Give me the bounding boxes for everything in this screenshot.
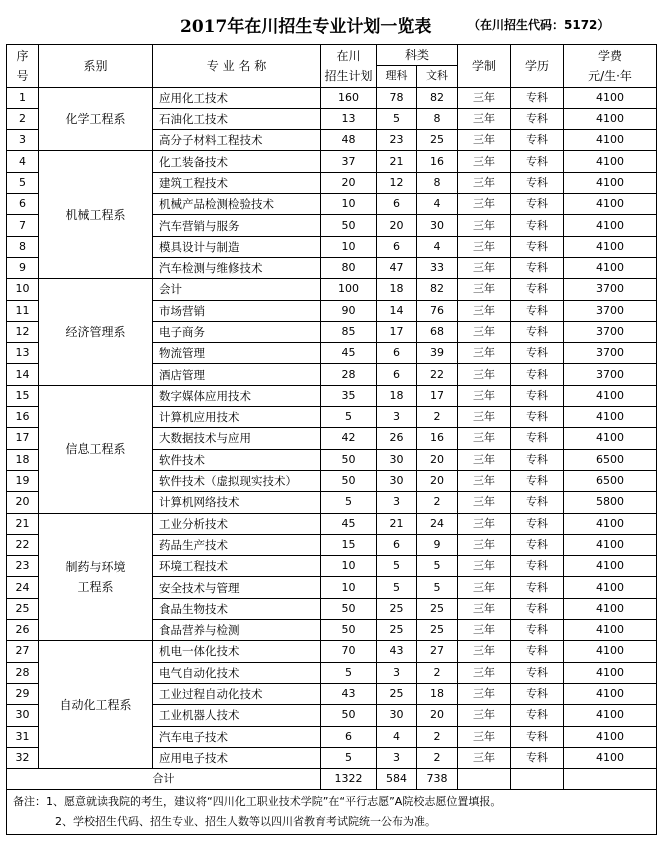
- cell-duration: 三年: [458, 300, 511, 321]
- cell-fee: 4100: [564, 683, 657, 704]
- cell-no: 3: [7, 130, 39, 151]
- cell-duration: 三年: [458, 556, 511, 577]
- cell-sci: 3: [377, 747, 417, 768]
- cell-degree: 专科: [511, 747, 564, 768]
- cell-sci: 30: [377, 449, 417, 470]
- cell-arts: 5: [417, 577, 458, 598]
- cell-no: 13: [7, 343, 39, 364]
- cell-sci: 18: [377, 279, 417, 300]
- cell-sci: 3: [377, 492, 417, 513]
- cell-major: 食品生物技术: [153, 598, 321, 619]
- cell-major: 化工装备技术: [153, 151, 321, 172]
- total-label: 合计: [7, 769, 321, 790]
- cell-degree: 专科: [511, 556, 564, 577]
- table-row: [7, 87, 657, 108]
- cell-fee: 6500: [564, 470, 657, 491]
- cell-fee: 4100: [564, 726, 657, 747]
- cell-plan: 50: [321, 705, 377, 726]
- cell-plan: 5: [321, 662, 377, 683]
- cell-major: 环境工程技术: [153, 556, 321, 577]
- cell-no: 7: [7, 215, 39, 236]
- total-plan: 1322: [321, 769, 377, 790]
- cell-no: 17: [7, 428, 39, 449]
- cell-arts: 5: [417, 556, 458, 577]
- cell-major: 汽车检测与维修技术: [153, 257, 321, 278]
- cell-plan: 5: [321, 492, 377, 513]
- cell-major: 电子商务: [153, 321, 321, 342]
- cell-no: 5: [7, 172, 39, 193]
- cell-plan: 5: [321, 407, 377, 428]
- cell-arts: 9: [417, 534, 458, 555]
- cell-plan: 37: [321, 151, 377, 172]
- cell-fee: 3700: [564, 364, 657, 385]
- cell-sci: 25: [377, 598, 417, 619]
- cell-no: 20: [7, 492, 39, 513]
- cell-fee: 4100: [564, 87, 657, 108]
- cell-degree: 专科: [511, 513, 564, 534]
- cell-no: 6: [7, 194, 39, 215]
- cell-sci: 47: [377, 257, 417, 278]
- header-sci: 理科: [377, 66, 417, 87]
- cell-duration: 三年: [458, 321, 511, 342]
- cell-fee: 4100: [564, 641, 657, 662]
- cell-fee: 4100: [564, 215, 657, 236]
- cell-major: 汽车营销与服务: [153, 215, 321, 236]
- cell-dept: [39, 513, 153, 641]
- cell-fee: 4100: [564, 130, 657, 151]
- cell-major: 石油化工技术: [153, 108, 321, 129]
- cell-duration: 三年: [458, 683, 511, 704]
- cell-sci: 18: [377, 385, 417, 406]
- plan-table-container: [6, 44, 656, 835]
- cell-fee: 4100: [564, 194, 657, 215]
- cell-major: 安全技术与管理: [153, 577, 321, 598]
- table-row: [7, 385, 657, 406]
- cell-major: 高分子材料工程技术: [153, 130, 321, 151]
- cell-plan: 35: [321, 385, 377, 406]
- cell-arts: 8: [417, 172, 458, 193]
- cell-degree: 专科: [511, 151, 564, 172]
- cell-major: 药品生产技术: [153, 534, 321, 555]
- cell-major: 机电一体化技术: [153, 641, 321, 662]
- cell-major: 工业机器人技术: [153, 705, 321, 726]
- cell-no: 16: [7, 407, 39, 428]
- cell-fee: 3700: [564, 279, 657, 300]
- cell-duration: 三年: [458, 662, 511, 683]
- cell-major: 数字媒体应用技术: [153, 385, 321, 406]
- cell-fee: 3700: [564, 300, 657, 321]
- cell-plan: 10: [321, 194, 377, 215]
- cell-sci: 12: [377, 172, 417, 193]
- page-title: 2017年在川招生专业计划一览表: [180, 17, 432, 37]
- cell-fee: 4100: [564, 236, 657, 257]
- cell-fee: 4100: [564, 556, 657, 577]
- cell-fee: 4100: [564, 620, 657, 641]
- cell-major: 建筑工程技术: [153, 172, 321, 193]
- cell-major: 汽车电子技术: [153, 726, 321, 747]
- header-plan: 在川 招生计划: [321, 45, 377, 88]
- cell-no: 9: [7, 257, 39, 278]
- cell-no: 15: [7, 385, 39, 406]
- cell-plan: 85: [321, 321, 377, 342]
- note-line-2: 2、学校招生代码、招生专业、招生人数等以四川省教育考试院统一公布为准。: [55, 815, 436, 829]
- cell-degree: 专科: [511, 577, 564, 598]
- enrollment-plan-table: [6, 44, 657, 835]
- cell-arts: 8: [417, 108, 458, 129]
- cell-arts: 2: [417, 407, 458, 428]
- cell-arts: 16: [417, 428, 458, 449]
- cell-degree: 专科: [511, 236, 564, 257]
- cell-duration: 三年: [458, 641, 511, 662]
- cell-plan: 100: [321, 279, 377, 300]
- total-empty-fee: [564, 769, 657, 790]
- cell-dept: 化学工程系: [39, 87, 153, 151]
- cell-degree: 专科: [511, 172, 564, 193]
- cell-major: 食品营养与检测: [153, 620, 321, 641]
- cell-duration: 三年: [458, 130, 511, 151]
- dept-name-line: 工程系: [77, 579, 114, 594]
- cell-duration: 三年: [458, 577, 511, 598]
- total-empty-duration: [458, 769, 511, 790]
- cell-fee: 4100: [564, 108, 657, 129]
- cell-fee: 4100: [564, 534, 657, 555]
- cell-no: 18: [7, 449, 39, 470]
- cell-plan: 48: [321, 130, 377, 151]
- cell-degree: 专科: [511, 726, 564, 747]
- cell-sci: 25: [377, 620, 417, 641]
- cell-duration: 三年: [458, 449, 511, 470]
- cell-plan: 13: [321, 108, 377, 129]
- cell-degree: 专科: [511, 470, 564, 491]
- cell-duration: 三年: [458, 108, 511, 129]
- cell-degree: 专科: [511, 705, 564, 726]
- total-sci: 584: [377, 769, 417, 790]
- cell-arts: 16: [417, 151, 458, 172]
- cell-duration: 三年: [458, 215, 511, 236]
- cell-arts: 25: [417, 598, 458, 619]
- cell-fee: 6500: [564, 449, 657, 470]
- cell-fee: 4100: [564, 172, 657, 193]
- cell-degree: 专科: [511, 534, 564, 555]
- cell-arts: 76: [417, 300, 458, 321]
- cell-major: 应用化工技术: [153, 87, 321, 108]
- cell-degree: 专科: [511, 662, 564, 683]
- cell-degree: 专科: [511, 620, 564, 641]
- cell-no: 22: [7, 534, 39, 555]
- notes-row: [7, 790, 657, 835]
- cell-duration: 三年: [458, 385, 511, 406]
- cell-arts: 33: [417, 257, 458, 278]
- cell-degree: 专科: [511, 364, 564, 385]
- table-row: [7, 151, 657, 172]
- cell-plan: 20: [321, 172, 377, 193]
- cell-sci: 25: [377, 683, 417, 704]
- cell-arts: 30: [417, 215, 458, 236]
- cell-no: 14: [7, 364, 39, 385]
- cell-degree: 专科: [511, 598, 564, 619]
- cell-plan: 50: [321, 215, 377, 236]
- cell-arts: 22: [417, 364, 458, 385]
- cell-degree: 专科: [511, 385, 564, 406]
- cell-arts: 2: [417, 492, 458, 513]
- cell-fee: 4100: [564, 577, 657, 598]
- cell-arts: 17: [417, 385, 458, 406]
- cell-major: 软件技术（虚拟现实技术）: [153, 470, 321, 491]
- cell-fee: 4100: [564, 598, 657, 619]
- cell-plan: 50: [321, 620, 377, 641]
- cell-sci: 3: [377, 662, 417, 683]
- cell-degree: 专科: [511, 257, 564, 278]
- cell-sci: 6: [377, 343, 417, 364]
- cell-no: 8: [7, 236, 39, 257]
- cell-fee: 4100: [564, 151, 657, 172]
- cell-sci: 21: [377, 513, 417, 534]
- cell-no: 26: [7, 620, 39, 641]
- cell-fee: 4100: [564, 385, 657, 406]
- cell-major: 应用电子技术: [153, 747, 321, 768]
- cell-fee: 3700: [564, 343, 657, 364]
- cell-degree: 专科: [511, 492, 564, 513]
- total-row: [7, 769, 657, 790]
- cell-arts: 24: [417, 513, 458, 534]
- cell-no: 2: [7, 108, 39, 129]
- cell-duration: 三年: [458, 87, 511, 108]
- cell-duration: 三年: [458, 257, 511, 278]
- cell-no: 29: [7, 683, 39, 704]
- cell-arts: 2: [417, 662, 458, 683]
- cell-degree: 专科: [511, 300, 564, 321]
- cell-sci: 26: [377, 428, 417, 449]
- cell-major: 工业分析技术: [153, 513, 321, 534]
- cell-major: 工业过程自动化技术: [153, 683, 321, 704]
- cell-duration: 三年: [458, 172, 511, 193]
- cell-arts: 25: [417, 620, 458, 641]
- cell-plan: 50: [321, 598, 377, 619]
- cell-arts: 39: [417, 343, 458, 364]
- cell-sci: 5: [377, 556, 417, 577]
- header-type: 科类: [377, 45, 458, 66]
- cell-no: 11: [7, 300, 39, 321]
- cell-duration: 三年: [458, 194, 511, 215]
- cell-arts: 20: [417, 470, 458, 491]
- cell-no: 23: [7, 556, 39, 577]
- cell-degree: 专科: [511, 641, 564, 662]
- cell-sci: 4: [377, 726, 417, 747]
- cell-plan: 160: [321, 87, 377, 108]
- header-row-1: [7, 45, 657, 66]
- header-no: 序 号: [7, 45, 39, 88]
- cell-major: 计算机网络技术: [153, 492, 321, 513]
- cell-plan: 50: [321, 449, 377, 470]
- cell-sci: 17: [377, 321, 417, 342]
- cell-major: 机械产品检测检验技术: [153, 194, 321, 215]
- cell-fee: 4100: [564, 428, 657, 449]
- cell-plan: 10: [321, 577, 377, 598]
- cell-arts: 82: [417, 279, 458, 300]
- cell-plan: 5: [321, 747, 377, 768]
- cell-fee: 4100: [564, 747, 657, 768]
- cell-major: 软件技术: [153, 449, 321, 470]
- cell-arts: 2: [417, 726, 458, 747]
- cell-duration: 三年: [458, 236, 511, 257]
- cell-degree: 专科: [511, 279, 564, 300]
- cell-no: 12: [7, 321, 39, 342]
- cell-arts: 4: [417, 236, 458, 257]
- cell-arts: 20: [417, 449, 458, 470]
- cell-fee: 5800: [564, 492, 657, 513]
- cell-arts: 25: [417, 130, 458, 151]
- cell-major: 市场营销: [153, 300, 321, 321]
- cell-fee: 4100: [564, 257, 657, 278]
- cell-fee: 4100: [564, 407, 657, 428]
- notes-cell: [7, 790, 657, 835]
- cell-plan: 42: [321, 428, 377, 449]
- cell-plan: 90: [321, 300, 377, 321]
- cell-no: 32: [7, 747, 39, 768]
- cell-degree: 专科: [511, 428, 564, 449]
- cell-sci: 6: [377, 364, 417, 385]
- cell-degree: 专科: [511, 130, 564, 151]
- header-duration: 学制: [458, 45, 511, 88]
- cell-no: 31: [7, 726, 39, 747]
- dept-name-line: 制药与环境: [65, 559, 126, 574]
- cell-no: 30: [7, 705, 39, 726]
- cell-duration: 三年: [458, 705, 511, 726]
- cell-degree: 专科: [511, 321, 564, 342]
- cell-plan: 6: [321, 726, 377, 747]
- header-dept: 系别: [39, 45, 153, 88]
- cell-duration: 三年: [458, 620, 511, 641]
- cell-degree: 专科: [511, 343, 564, 364]
- cell-arts: 68: [417, 321, 458, 342]
- cell-no: 25: [7, 598, 39, 619]
- cell-duration: 三年: [458, 343, 511, 364]
- enrollment-code-note: （在川招生代码：5172）: [468, 18, 610, 32]
- cell-degree: 专科: [511, 407, 564, 428]
- table-row: [7, 641, 657, 662]
- cell-no: 19: [7, 470, 39, 491]
- cell-no: 28: [7, 662, 39, 683]
- header-degree: 学历: [511, 45, 564, 88]
- total-empty-degree: [511, 769, 564, 790]
- cell-degree: 专科: [511, 87, 564, 108]
- cell-dept: 信息工程系: [39, 385, 153, 513]
- cell-arts: 18: [417, 683, 458, 704]
- cell-plan: 28: [321, 364, 377, 385]
- cell-major: 大数据技术与应用: [153, 428, 321, 449]
- note-line-1: 备注：1、愿意就读我院的考生，建议将“四川化工职业技术学院”在“平行志愿”A院校志愿位置填报。: [13, 795, 502, 809]
- cell-sci: 30: [377, 470, 417, 491]
- cell-sci: 3: [377, 407, 417, 428]
- header-fee: 学费 元/生·年: [564, 45, 657, 88]
- cell-degree: 专科: [511, 683, 564, 704]
- cell-sci: 6: [377, 194, 417, 215]
- cell-no: 4: [7, 151, 39, 172]
- cell-major: 酒店管理: [153, 364, 321, 385]
- cell-dept: 机械工程系: [39, 151, 153, 279]
- cell-plan: 50: [321, 470, 377, 491]
- header-arts: 文科: [417, 66, 458, 87]
- cell-plan: 15: [321, 534, 377, 555]
- cell-no: 1: [7, 87, 39, 108]
- cell-duration: 三年: [458, 492, 511, 513]
- cell-arts: 20: [417, 705, 458, 726]
- cell-plan: 43: [321, 683, 377, 704]
- cell-no: 10: [7, 279, 39, 300]
- cell-plan: 70: [321, 641, 377, 662]
- cell-arts: 82: [417, 87, 458, 108]
- cell-duration: 三年: [458, 279, 511, 300]
- cell-no: 24: [7, 577, 39, 598]
- table-row: [7, 279, 657, 300]
- cell-sci: 23: [377, 130, 417, 151]
- cell-degree: 专科: [511, 215, 564, 236]
- cell-fee: 4100: [564, 705, 657, 726]
- cell-sci: 78: [377, 87, 417, 108]
- cell-duration: 三年: [458, 513, 511, 534]
- cell-sci: 30: [377, 705, 417, 726]
- cell-fee: 3700: [564, 321, 657, 342]
- cell-sci: 20: [377, 215, 417, 236]
- cell-duration: 三年: [458, 726, 511, 747]
- table-body: [7, 45, 657, 835]
- cell-sci: 21: [377, 151, 417, 172]
- cell-major: 计算机应用技术: [153, 407, 321, 428]
- cell-sci: 6: [377, 236, 417, 257]
- cell-fee: 4100: [564, 513, 657, 534]
- title-bar: [0, 0, 665, 44]
- cell-sci: 6: [377, 534, 417, 555]
- cell-duration: 三年: [458, 470, 511, 491]
- table-row: [7, 513, 657, 534]
- cell-degree: 专科: [511, 194, 564, 215]
- cell-plan: 45: [321, 513, 377, 534]
- cell-dept: 自动化工程系: [39, 641, 153, 769]
- cell-sci: 14: [377, 300, 417, 321]
- cell-arts: 2: [417, 747, 458, 768]
- cell-major: 物流管理: [153, 343, 321, 364]
- cell-sci: 43: [377, 641, 417, 662]
- cell-plan: 80: [321, 257, 377, 278]
- cell-major: 模具设计与制造: [153, 236, 321, 257]
- cell-no: 27: [7, 641, 39, 662]
- cell-major: 会计: [153, 279, 321, 300]
- cell-arts: 27: [417, 641, 458, 662]
- cell-duration: 三年: [458, 598, 511, 619]
- cell-plan: 10: [321, 236, 377, 257]
- cell-sci: 5: [377, 108, 417, 129]
- cell-duration: 三年: [458, 151, 511, 172]
- cell-duration: 三年: [458, 747, 511, 768]
- header-major: 专 业 名 称: [153, 45, 321, 88]
- cell-duration: 三年: [458, 534, 511, 555]
- cell-major: 电气自动化技术: [153, 662, 321, 683]
- cell-fee: 4100: [564, 662, 657, 683]
- cell-duration: 三年: [458, 407, 511, 428]
- cell-degree: 专科: [511, 449, 564, 470]
- cell-no: 21: [7, 513, 39, 534]
- cell-sci: 5: [377, 577, 417, 598]
- cell-duration: 三年: [458, 428, 511, 449]
- cell-arts: 4: [417, 194, 458, 215]
- cell-duration: 三年: [458, 364, 511, 385]
- cell-dept: 经济管理系: [39, 279, 153, 385]
- cell-plan: 10: [321, 556, 377, 577]
- cell-plan: 45: [321, 343, 377, 364]
- cell-degree: 专科: [511, 108, 564, 129]
- total-arts: 738: [417, 769, 458, 790]
